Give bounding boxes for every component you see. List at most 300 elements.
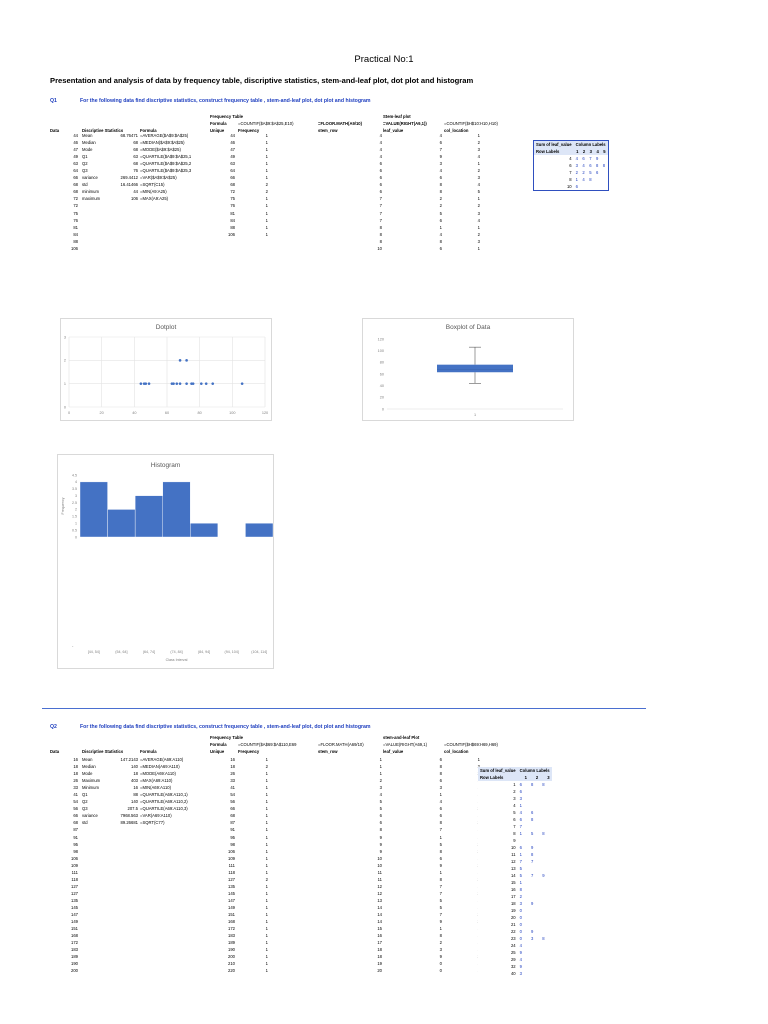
stat-value: 68 bbox=[133, 140, 138, 146]
section-separator bbox=[42, 708, 646, 709]
dotplot-point bbox=[192, 382, 195, 385]
col-location-cell bbox=[460, 890, 480, 897]
leaf-value-cell: 7 bbox=[439, 147, 442, 153]
dotplot-point bbox=[179, 359, 182, 362]
unique-cell: 76 bbox=[230, 203, 235, 209]
frequency-cell: 1 bbox=[265, 217, 268, 223]
stat-formula: =MAX(A9:A25) bbox=[140, 196, 169, 202]
q1-formula-header: Formula bbox=[140, 128, 157, 133]
stem-row-cell: 4 bbox=[379, 140, 382, 146]
data-cell: 87 bbox=[73, 827, 78, 833]
pivot-row-labels: Row Labels bbox=[478, 774, 518, 781]
leaf-value-cell: 0 bbox=[439, 961, 442, 967]
pivot-row-label: 10 bbox=[510, 845, 516, 850]
histogram-bar bbox=[135, 496, 163, 537]
histogram-first-label: - bbox=[72, 643, 74, 648]
pivot-value bbox=[540, 928, 551, 935]
stat-formula: =QUARTILE(A69:A110,1) bbox=[140, 792, 188, 798]
leaf-value-cell: 6 bbox=[439, 140, 442, 146]
data-cell: 109 bbox=[71, 862, 78, 868]
unique-cell: 26 bbox=[230, 771, 235, 777]
histogram-x-tick: (94, 104] bbox=[224, 650, 239, 654]
stat-value: 147.2143 bbox=[120, 757, 138, 762]
stem-row-cell: 4 bbox=[379, 154, 382, 160]
leaf-value-cell: 9 bbox=[439, 154, 442, 160]
data-cell: 149 bbox=[71, 919, 78, 925]
q1-data-column bbox=[58, 132, 78, 252]
stat-name: Q2 bbox=[82, 799, 88, 805]
pivot-value bbox=[529, 879, 540, 886]
histogram-x-tick: (64, 74] bbox=[142, 650, 156, 654]
pivot-value bbox=[601, 155, 608, 162]
stat-value: 88 bbox=[133, 792, 138, 798]
histogram-x-tick: (84, 94] bbox=[197, 650, 211, 654]
pivot-row-label: 14 bbox=[510, 873, 516, 878]
pivot-row-label: 24 bbox=[510, 943, 516, 948]
pivot-value: 2 bbox=[575, 170, 578, 175]
frequency-cell: 1 bbox=[265, 834, 268, 840]
frequency-cell: 2 bbox=[265, 182, 268, 188]
pivot-value: 8 bbox=[589, 177, 592, 182]
histogram-x-tick: (54, 64] bbox=[115, 650, 128, 654]
histogram-y-tick: 4.5 bbox=[72, 473, 77, 478]
q2-floor-formula: =FLOOR.MATH(A69/10) bbox=[318, 742, 364, 747]
stat-name: Mean bbox=[82, 757, 93, 762]
leaf-value-cell: 6 bbox=[439, 175, 442, 181]
leaf-value-cell: 4 bbox=[439, 168, 442, 174]
stat-name: Maximum bbox=[82, 778, 101, 784]
stem-row-cell: 9 bbox=[379, 834, 382, 840]
pivot-value: 6 bbox=[582, 156, 585, 161]
frequency-cell: 1 bbox=[265, 919, 268, 925]
pivot-row-label: 22 bbox=[510, 929, 516, 934]
pivot-value bbox=[540, 942, 551, 949]
stem-row-cell: 13 bbox=[377, 897, 382, 903]
q1-frequency-header: Frequency bbox=[238, 128, 260, 133]
data-cell: 44 bbox=[73, 133, 78, 138]
stem-row-cell: 7 bbox=[379, 210, 382, 216]
boxplot-chart bbox=[362, 318, 574, 421]
pivot-row-label: 32 bbox=[510, 964, 516, 969]
data-cell: 18 bbox=[73, 764, 78, 770]
data-cell: 33 bbox=[73, 785, 78, 791]
col-location-cell bbox=[460, 897, 480, 904]
q2-freq-formula: =COUNTIF($A$69:$A$110,E69 bbox=[238, 742, 297, 747]
stem-row-cell: 16 bbox=[377, 933, 382, 939]
pivot-value bbox=[529, 970, 540, 977]
q1-col-location-column bbox=[460, 132, 480, 252]
pivot-value bbox=[529, 963, 540, 970]
leaf-value-cell: 6 bbox=[439, 855, 442, 861]
unique-cell: 147 bbox=[228, 897, 235, 903]
col-location-cell bbox=[460, 770, 480, 777]
q2-data-header: Data bbox=[50, 749, 60, 754]
pivot-value: 9 bbox=[519, 964, 522, 969]
leaf-value-cell: 0 bbox=[439, 968, 442, 974]
frequency-cell: 1 bbox=[265, 196, 268, 202]
stem-row-cell: 10 bbox=[377, 855, 382, 861]
dotplot-title: Dotplot bbox=[155, 324, 177, 331]
col-location-cell bbox=[460, 939, 480, 946]
stem-row-cell: 1 bbox=[379, 764, 382, 770]
pivot-value: 9 bbox=[519, 950, 522, 955]
pivot-value bbox=[594, 176, 601, 183]
stem-row-cell: 10 bbox=[377, 862, 382, 868]
pivot-value bbox=[529, 865, 540, 872]
col-location-cell bbox=[460, 791, 480, 798]
stem-row-cell: 18 bbox=[377, 947, 382, 953]
leaf-value-cell: 4 bbox=[439, 133, 442, 138]
unique-cell: 88 bbox=[230, 224, 235, 230]
stem-row-cell: 14 bbox=[377, 904, 382, 910]
stem-row-cell: 15 bbox=[377, 926, 382, 932]
col-location-cell bbox=[460, 960, 480, 967]
pivot-value bbox=[540, 886, 551, 893]
stat-name: Q1 bbox=[82, 792, 88, 798]
histogram-y-tick: 1.5 bbox=[72, 514, 77, 519]
stat-name: Q2 bbox=[82, 161, 88, 167]
pivot-value: 4 bbox=[575, 156, 578, 161]
data-cell: 63 bbox=[73, 161, 78, 167]
q2-stem-row-column bbox=[362, 756, 382, 974]
data-cell: 200 bbox=[71, 968, 78, 974]
leaf-value-cell: 6 bbox=[439, 813, 442, 819]
leaf-value-cell: 6 bbox=[439, 757, 442, 762]
pivot-grid bbox=[478, 767, 552, 977]
stem-row-cell: 14 bbox=[377, 919, 382, 925]
stem-row-cell: 1 bbox=[379, 771, 382, 777]
pivot-col-labels: Column Labels bbox=[519, 768, 550, 773]
data-cell: 66 bbox=[73, 175, 78, 181]
stat-formula: =MEDIAN($A$9:$A$25) bbox=[140, 140, 185, 146]
unique-cell: 66 bbox=[230, 175, 235, 181]
pivot-row-label: 5 bbox=[513, 810, 516, 815]
pivot-value: 9 bbox=[530, 901, 534, 906]
stat-formula: =MIN(A69:A110) bbox=[140, 785, 171, 791]
pivot-value: 7 bbox=[589, 156, 592, 161]
pivot-value: 1 bbox=[575, 177, 578, 182]
q2-countif-formula: =COUNTIF($H$69:H69,H69) bbox=[444, 742, 498, 747]
pivot-row-label: 7 bbox=[513, 824, 516, 829]
pivot-value: 6 bbox=[519, 817, 522, 822]
col-location-cell bbox=[460, 777, 480, 784]
pivot-value: 6 bbox=[596, 170, 599, 175]
dotplot-x-tick: 100 bbox=[229, 411, 236, 415]
stem-row-cell: 6 bbox=[379, 168, 382, 174]
col-location-cell bbox=[460, 869, 480, 876]
pivot-value: 0 bbox=[519, 929, 522, 934]
frequency-cell: 1 bbox=[265, 968, 268, 974]
stat-name: maximum bbox=[82, 196, 101, 202]
pivot-col-head: 2 bbox=[529, 774, 540, 781]
unique-cell: 183 bbox=[228, 933, 235, 939]
q2-data-column bbox=[50, 756, 78, 974]
pivot-value: 8 bbox=[542, 831, 545, 836]
stem-row-cell: 6 bbox=[379, 175, 382, 181]
boxplot-y-tick: 20 bbox=[379, 395, 384, 400]
pivot-value: 0 bbox=[519, 908, 522, 913]
histogram-bar bbox=[190, 523, 218, 537]
boxplot-y-tick: 0 bbox=[381, 407, 384, 412]
pivot-col-head: 1 bbox=[574, 148, 581, 155]
stat-formula: =QUARTILE($A$9:$A$25,3 bbox=[140, 168, 192, 174]
unique-cell: 189 bbox=[228, 940, 235, 946]
frequency-cell: 1 bbox=[265, 133, 268, 138]
stem-row-cell: 4 bbox=[379, 792, 382, 798]
frequency-cell: 1 bbox=[265, 161, 268, 167]
leaf-value-cell: 8 bbox=[439, 876, 442, 882]
q2-stem-leaf-title: stem-and-leaf Plot bbox=[383, 735, 420, 740]
pivot-value bbox=[529, 956, 540, 963]
q2-col-location-header: col_location bbox=[444, 749, 469, 754]
stat-formula: =AVERAGE(A69:A110) bbox=[140, 757, 184, 762]
col-location-cell bbox=[460, 798, 480, 805]
frequency-cell: 1 bbox=[265, 203, 268, 209]
leaf-value-cell: 6 bbox=[439, 806, 442, 812]
data-cell: 66 bbox=[73, 813, 78, 819]
stem-row-cell: 11 bbox=[377, 869, 382, 875]
pivot-value bbox=[587, 183, 594, 190]
frequency-cell: 1 bbox=[265, 799, 268, 805]
q2-freq-table-title: Frequency Table bbox=[210, 735, 243, 740]
unique-cell: 56 bbox=[230, 799, 235, 805]
frequency-cell: 1 bbox=[265, 820, 268, 826]
q1-leaf-value-column bbox=[422, 132, 442, 252]
pivot-value: 8 bbox=[530, 817, 534, 822]
stat-formula: =QUARTILE(A69:A110,2) bbox=[140, 799, 188, 805]
q1-value-formula: =VALUE(RIGHT(A9,1)) bbox=[383, 121, 427, 126]
stem-row-cell: 2 bbox=[379, 778, 382, 784]
data-cell: 46 bbox=[73, 140, 78, 146]
pivot-value bbox=[540, 963, 551, 970]
col-location-cell bbox=[460, 883, 480, 890]
stat-name: Q3 bbox=[82, 806, 88, 812]
leaf-value-cell: 1 bbox=[439, 834, 442, 840]
pivot-value bbox=[540, 949, 551, 956]
unique-cell: 111 bbox=[228, 862, 235, 868]
frequency-cell: 1 bbox=[265, 757, 268, 762]
leaf-value-cell: 8 bbox=[439, 820, 442, 826]
stem-row-cell: 9 bbox=[379, 848, 382, 854]
stem-row-cell: 17 bbox=[377, 940, 382, 946]
col-location-cell bbox=[460, 862, 480, 869]
data-cell: 183 bbox=[71, 947, 78, 953]
pivot-value: 7 bbox=[530, 859, 534, 864]
stem-row-cell: 6 bbox=[379, 189, 382, 195]
pivot-col-labels: Column Labels bbox=[575, 142, 606, 147]
unique-cell: 41 bbox=[230, 785, 235, 791]
stat-value: 68.76471 bbox=[120, 133, 138, 138]
dotplot-y-tick: 2 bbox=[63, 358, 66, 363]
col-location-cell: 1 bbox=[477, 161, 480, 167]
stat-name: Q1 bbox=[82, 154, 88, 160]
frequency-cell: 1 bbox=[265, 792, 268, 798]
pivot-value bbox=[529, 788, 540, 795]
unique-cell: 47 bbox=[230, 147, 235, 153]
frequency-cell: 2 bbox=[265, 876, 268, 882]
histogram-y-tick: 1 bbox=[75, 521, 77, 526]
stem-row-cell: 5 bbox=[379, 806, 382, 812]
pivot-value bbox=[518, 837, 529, 844]
col-location-cell: 3 bbox=[477, 147, 480, 153]
pivot-value bbox=[540, 900, 551, 907]
histogram-x-tick: (104, 114] bbox=[251, 650, 268, 654]
col-location-cell bbox=[460, 805, 480, 812]
dotplot-y-tick: 0 bbox=[63, 405, 66, 410]
unique-cell: 84 bbox=[230, 217, 235, 223]
pivot-value: 8 bbox=[542, 782, 545, 787]
pivot-value bbox=[529, 921, 540, 928]
leaf-value-cell: 8 bbox=[439, 182, 442, 188]
col-location-cell bbox=[460, 967, 480, 974]
col-location-cell bbox=[460, 855, 480, 862]
unique-cell: 91 bbox=[230, 827, 235, 833]
pivot-value: 4 bbox=[519, 943, 522, 948]
leaf-value-cell: 3 bbox=[439, 161, 442, 167]
pivot-value: 9 bbox=[530, 845, 534, 850]
pivot-value bbox=[540, 788, 551, 795]
stem-row-cell: 1 bbox=[379, 757, 382, 762]
pivot-row-label: 3 bbox=[513, 796, 516, 801]
frequency-cell: 1 bbox=[265, 785, 268, 791]
frequency-cell: 1 bbox=[265, 912, 268, 918]
unique-cell: 127 bbox=[228, 876, 235, 882]
pivot-value: 7 bbox=[530, 873, 534, 878]
q2-stem-row-header: stem_row bbox=[318, 749, 338, 754]
unique-cell: 68 bbox=[230, 182, 235, 188]
pivot-value: 2 bbox=[582, 170, 585, 175]
frequency-cell: 1 bbox=[265, 806, 268, 812]
leaf-value-cell: 4 bbox=[439, 231, 442, 237]
leaf-value-cell: 9 bbox=[439, 862, 442, 868]
q1-unique-column bbox=[215, 132, 235, 238]
pivot-value: 6 bbox=[575, 184, 578, 189]
histogram-y-label: Frequency bbox=[61, 497, 65, 515]
data-cell: 72 bbox=[73, 203, 78, 209]
col-location-cell: 3 bbox=[477, 175, 480, 181]
unique-cell: 66 bbox=[230, 806, 235, 812]
pivot-value: 8 bbox=[596, 163, 599, 168]
stem-row-cell: 8 bbox=[379, 238, 382, 244]
stat-value: 269.4412 bbox=[120, 175, 138, 181]
dotplot-x-tick: 60 bbox=[164, 411, 170, 415]
col-location-cell: 1 bbox=[477, 224, 480, 230]
pivot-row-label: 7 bbox=[569, 170, 572, 175]
pivot-row-label: 40 bbox=[510, 971, 516, 976]
histogram-chart bbox=[57, 454, 274, 669]
col-location-cell bbox=[460, 841, 480, 848]
histogram-y-tick: 3.5 bbox=[72, 487, 77, 492]
stat-value: 44 bbox=[133, 189, 138, 195]
q1-text: For the following data find discriptive statistics, construct frequency table , stem-and-leaf plot, dot plot and histogram bbox=[80, 98, 371, 104]
q1-stem-row-column bbox=[362, 132, 382, 252]
col-location-cell bbox=[460, 876, 480, 883]
col-location-cell bbox=[460, 904, 480, 911]
dotplot-point bbox=[176, 382, 179, 385]
frequency-cell: 1 bbox=[265, 231, 268, 237]
pivot-value bbox=[540, 956, 551, 963]
frequency-cell: 2 bbox=[265, 764, 268, 770]
pivot-row-label: 10 bbox=[566, 184, 572, 189]
leaf-value-cell: 5 bbox=[439, 210, 442, 216]
stem-row-cell: 6 bbox=[379, 820, 382, 826]
data-cell: 16 bbox=[73, 757, 78, 762]
stat-value: 76 bbox=[133, 168, 138, 174]
pivot-value: 3 bbox=[530, 936, 534, 941]
stat-name: std bbox=[82, 820, 88, 826]
leaf-value-cell: 3 bbox=[439, 947, 442, 953]
pivot-value: 5 bbox=[589, 170, 592, 175]
stem-row-cell: 19 bbox=[377, 961, 382, 967]
dotplot-x-tick: 80 bbox=[197, 411, 202, 415]
data-cell: 47 bbox=[73, 147, 78, 153]
dotplot-point bbox=[144, 382, 147, 385]
pivot-value: 9 bbox=[542, 873, 545, 878]
pivot-value bbox=[529, 886, 540, 893]
frequency-cell: 1 bbox=[265, 933, 268, 939]
q1-desc-header: Discriptive Statistics bbox=[82, 128, 124, 133]
pivot-value bbox=[580, 183, 587, 190]
pivot-col-head: 1 bbox=[518, 774, 529, 781]
stat-value: 106 bbox=[131, 196, 138, 202]
data-cell: 145 bbox=[71, 904, 78, 910]
pivot-row-label: 6 bbox=[513, 817, 516, 822]
leaf-value-cell: 1 bbox=[439, 869, 442, 875]
frequency-cell: 1 bbox=[265, 940, 268, 946]
page-subtitle: Presentation and analysis of data by frequency table, discriptive statistics, stem-and-leaf plot, dot plot and histogram bbox=[50, 76, 474, 85]
pivot-row-label: 20 bbox=[510, 915, 516, 920]
stem-row-cell: 6 bbox=[379, 813, 382, 819]
frequency-cell: 1 bbox=[265, 813, 268, 819]
pivot-value: 8 bbox=[530, 782, 534, 787]
unique-cell: 54 bbox=[230, 792, 235, 798]
data-cell: 118 bbox=[71, 876, 78, 882]
data-cell: 127 bbox=[71, 883, 78, 889]
col-location-cell bbox=[460, 826, 480, 833]
q1-stem-row-header: stem_row bbox=[318, 128, 338, 133]
data-cell: 64 bbox=[73, 168, 78, 174]
pivot-value: 4 bbox=[519, 957, 522, 962]
pivot-value bbox=[529, 837, 540, 844]
leaf-value-cell: 5 bbox=[439, 904, 442, 910]
stat-name: variance bbox=[82, 175, 98, 181]
stat-value: 140 bbox=[131, 764, 138, 770]
pivot-value: 2 bbox=[519, 894, 522, 899]
unique-cell: 106 bbox=[228, 848, 235, 854]
q2-value-formula: =VALUE(RIGHT(A69,1) bbox=[383, 742, 428, 747]
frequency-cell: 1 bbox=[265, 897, 268, 903]
data-cell: 68 bbox=[73, 820, 78, 826]
data-cell: 72 bbox=[73, 196, 78, 202]
pivot-row-label: 12 bbox=[510, 859, 516, 864]
leaf-value-cell: 2 bbox=[439, 203, 442, 209]
pivot-value bbox=[601, 169, 608, 176]
histogram-y-tick: 3 bbox=[75, 493, 77, 498]
q1-freq-formula: =COUNTIF($A$9:$A$25,E10) bbox=[238, 121, 294, 126]
pivot-row-label: 13 bbox=[510, 866, 516, 871]
pivot-row-label: 17 bbox=[510, 894, 516, 899]
col-location-cell bbox=[460, 784, 480, 791]
stat-value: 7968.563 bbox=[120, 813, 138, 819]
histogram-y-tick: 0.5 bbox=[72, 528, 77, 533]
pivot-row-label: 8 bbox=[513, 831, 516, 836]
stat-name: Q3 bbox=[82, 168, 88, 174]
leaf-value-cell: 2 bbox=[439, 940, 442, 946]
pivot-value: 4 bbox=[582, 163, 585, 168]
q1-stem-leaf-title: Stem-leaf plot bbox=[383, 114, 411, 119]
q2-leaf-value-header: leaf_value bbox=[383, 749, 404, 754]
leaf-value-cell: 9 bbox=[439, 919, 442, 925]
